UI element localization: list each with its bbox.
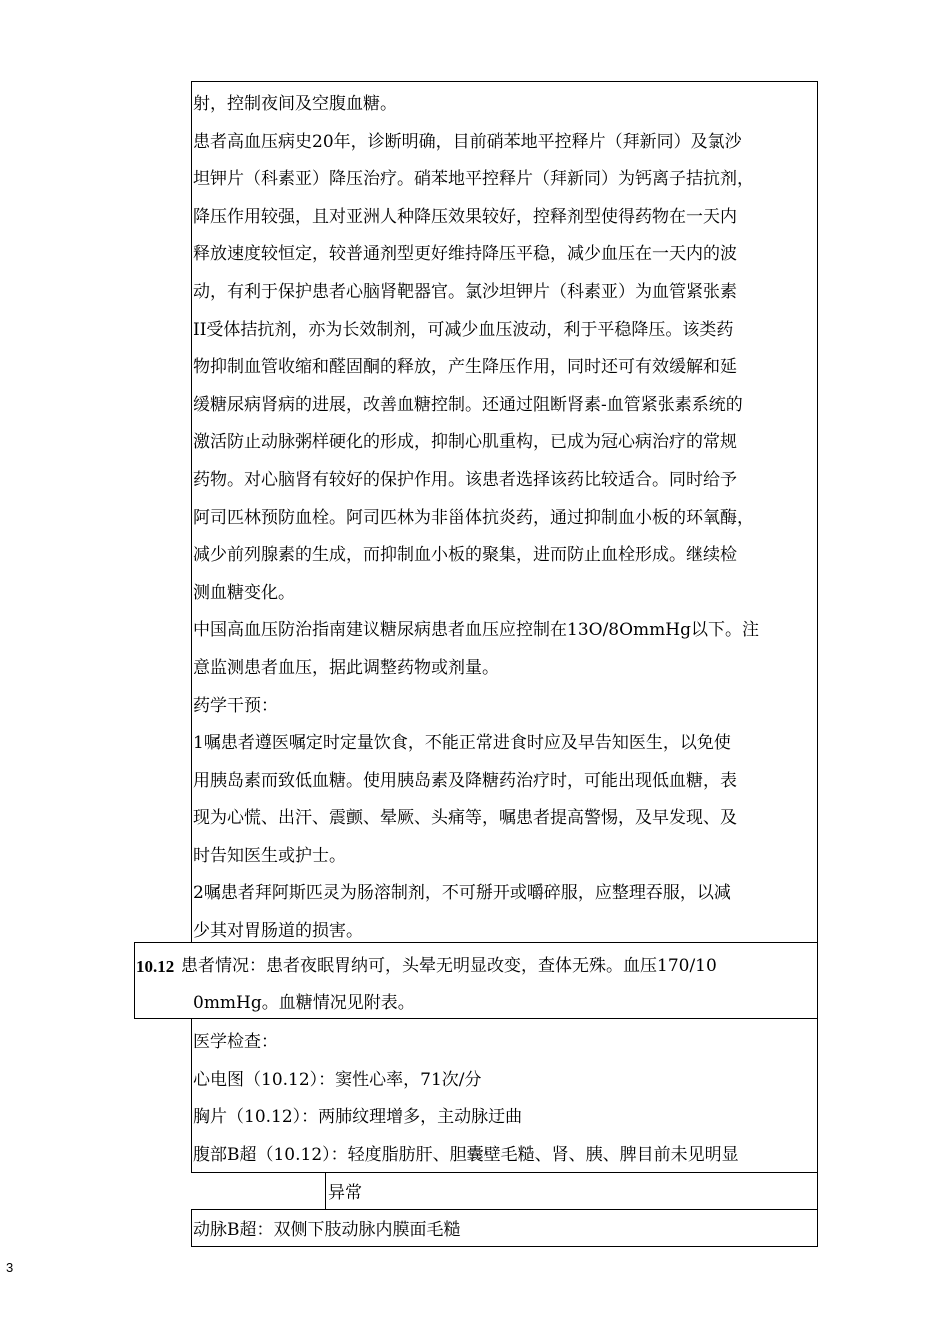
exam-chest-xray: 胸片（10.12）：两肺纹理增多，主动脉迂曲 <box>193 1107 523 1128</box>
text-line: 药学干预： <box>193 695 278 716</box>
text-line: 释放速度较恒定，较普通剂型更好维持降压平稳，减少血压在一天内的波 <box>193 244 737 265</box>
text-line: 射，控制夜间及空腹血糖。 <box>193 94 397 114</box>
exam-abdominal-ultrasound: 腹部B超（10.12）：轻度脂肪肝、胆囊壁毛糙、肾、胰、脾目前未见明显 <box>193 1144 739 1165</box>
page-number: 3 <box>6 1260 14 1275</box>
text-line: 2嘱患者拜阿斯匹灵为肠溶制剂，不可掰开或嚼碎服，应整理吞服，以减 <box>193 883 731 904</box>
text-line: 药物。对心脑肾有较好的保护作用。该患者选择该药比较适合。同时给予 <box>193 469 737 490</box>
exam-continuation-cell <box>325 1172 818 1210</box>
text-line: 阿司匹林预防血栓。阿司匹林为非甾体抗炎药，通过抑制血小板的环氧酶， <box>193 507 754 528</box>
text-line: 缓糖尿病肾病的进展，改善血糖控制。还通过阻断肾素-血管紧张素系统的 <box>193 394 743 415</box>
pharmacy-notes <box>193 86 818 951</box>
medical-exams <box>193 1024 818 1174</box>
exam-continuation: 异常 <box>328 1183 362 1203</box>
text-line: 现为心慌、出汗、震颤、晕厥、头痛等，嘱患者提高警惕，及早发现、及 <box>193 808 737 829</box>
text-line: 患者高血压病史20年，诊断明确，目前硝苯地平控释片（拜新同）及氯沙 <box>193 131 742 152</box>
exam-artery-ultrasound: 动脉B超：双侧下肢动脉内膜面毛糙 <box>193 1220 461 1240</box>
exam-ecg: 心电图（10.12）：窦性心率，71次/分 <box>193 1069 482 1090</box>
text-line: II受体拮抗剂，亦为长效制剂，可减少血压波动，利于平稳降压。该类药 <box>193 319 734 340</box>
text-line: 中国高血压防治指南建议糖尿病患者血压应控制在13O/8OmmHg以下。注 <box>193 620 759 641</box>
text-line: 动，有利于保护患者心脑肾靶器官。氯沙坦钾片（科素亚）为血管紧张素 <box>193 281 737 302</box>
text-line: 坦钾片（科素亚）降压治疗。硝苯地平控释片（拜新同）为钙离子拮抗剂， <box>193 169 754 190</box>
patient-status-line: 患者情况：患者夜眠胃纳可，头晕无明显改变，查体无殊。血压170/10 <box>181 956 717 976</box>
text-line: 物抑制血管收缩和醛固酮的释放，产生降压作用，同时还可有效缓解和延 <box>193 357 737 378</box>
text-line: 测血糖变化。 <box>193 582 295 603</box>
text-line: 1嘱患者遵医嘱定时定量饮食，不能正常进食时应及早告知医生，以免使 <box>193 733 731 754</box>
exam-heading: 医学检查： <box>193 1032 278 1052</box>
text-line: 用胰岛素而致低血糖。使用胰岛素及降糖药治疗时，可能出现低血糖，表 <box>193 770 737 791</box>
text-line: 少其对胃肠道的损害。 <box>193 921 363 942</box>
visit-date: 10.12 <box>136 957 175 976</box>
text-line: 意监测患者血压，据此调整药物或剂量。 <box>193 657 499 678</box>
text-line: 时告知医生或护士。 <box>193 845 346 866</box>
text-line: 激活防止动脉粥样硬化的形成，抑制心肌重构，已成为冠心病治疗的常规 <box>193 432 737 453</box>
text-line: 降压作用较强，且对亚洲人种降压效果较好，控释剂型使得药物在一天内 <box>193 206 737 227</box>
patient-status-line: 0mmHg。血糖情况见附表。 <box>193 993 415 1013</box>
text-line: 减少前列腺素的生成，而抑制血小板的聚集，进而防止血栓形成。继续检 <box>193 545 737 566</box>
